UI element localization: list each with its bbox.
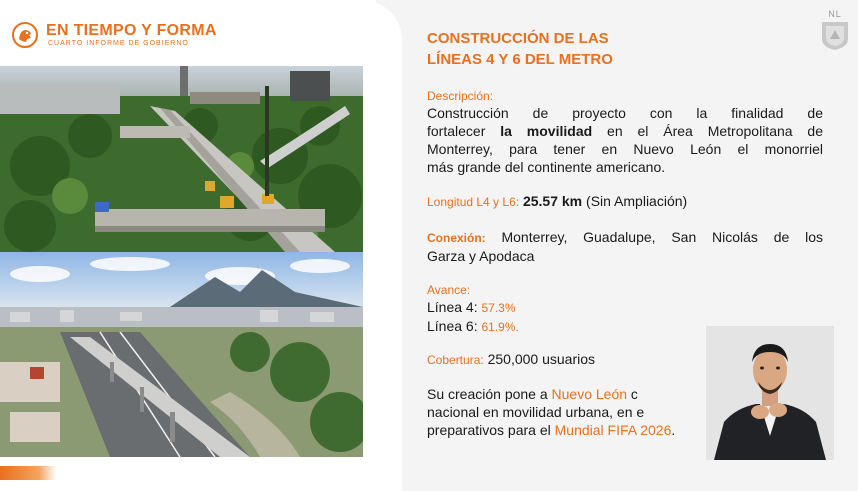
description-line: fortalecer la movilidad en el Área Metropolitana de bbox=[427, 123, 824, 139]
connection-section bbox=[427, 228, 823, 265]
interpreter-figure bbox=[706, 326, 834, 460]
length-note: (Sin Ampliación) bbox=[586, 193, 688, 209]
description-label: Descripción: bbox=[427, 89, 494, 103]
description-line: Monterrey, para tener en Nuevo León el monorriel bbox=[427, 141, 823, 157]
progress-label: Avance: bbox=[427, 283, 471, 297]
closing-line: preparativos para el Mundial FIFA 2026. bbox=[427, 422, 676, 438]
connection-line: Conexión: Monterrey, Guadalupe, San Nicolás de los bbox=[427, 229, 823, 245]
description-line: Construcción de proyecto con la finalidad de bbox=[427, 105, 823, 121]
photo-panel bbox=[0, 0, 376, 491]
connection-line: Garza y Apodaca bbox=[427, 248, 535, 264]
connection-label: Conexión: bbox=[427, 231, 486, 245]
program-logo bbox=[12, 22, 217, 48]
length-label: Longitud L4 y L6: bbox=[427, 195, 520, 209]
closing-statement bbox=[427, 385, 727, 439]
line4-value: 57.3% bbox=[481, 301, 516, 315]
line6-value: 61.9%. bbox=[481, 320, 519, 334]
metro-construction-photo bbox=[0, 66, 363, 252]
sign-language-interpreter-video bbox=[706, 326, 834, 460]
line4-progress: Línea 4: 57.3% bbox=[427, 299, 516, 315]
monorail-highway-photo bbox=[0, 252, 363, 457]
closing-line: Su creación pone a Nuevo León c bbox=[427, 386, 638, 402]
length-value: 25.57 km bbox=[522, 193, 583, 209]
nl-badge bbox=[819, 9, 851, 53]
logo-title: EN TIEMPO Y FORMA bbox=[46, 22, 217, 39]
slide-title: CONSTRUCCIÓN DE LAS LÍNEAS 4 Y 6 DEL METRO bbox=[427, 30, 613, 68]
description-line: más grande del continente americano. bbox=[427, 159, 666, 175]
length-row bbox=[427, 192, 687, 211]
nl-shield-icon bbox=[819, 19, 851, 51]
logo-subtitle: CUARTO INFORME DE GOBIERNO bbox=[48, 40, 189, 47]
coverage-row bbox=[427, 350, 595, 369]
line6-progress: Línea 6: 61.9%. bbox=[427, 318, 519, 334]
lion-logo-icon bbox=[12, 22, 38, 48]
closing-line: nacional en movilidad urbana, en e bbox=[427, 404, 645, 420]
nl-badge-text: NL bbox=[828, 9, 842, 19]
coverage-value: 250,000 usuarios bbox=[487, 351, 596, 367]
description-section bbox=[427, 88, 823, 176]
progress-section bbox=[427, 282, 519, 336]
accent-strip bbox=[0, 466, 56, 480]
coverage-label: Cobertura: bbox=[427, 353, 484, 367]
